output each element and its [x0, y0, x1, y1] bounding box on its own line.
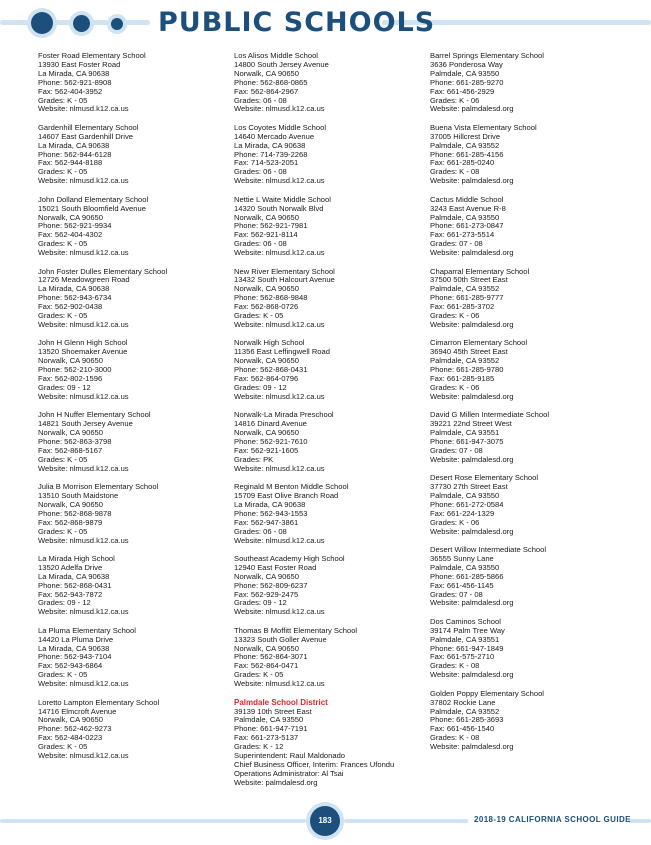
district-name: Palmdale School District [234, 697, 328, 707]
school-detail: Grades: K - 05 [234, 311, 284, 321]
district-entry [234, 699, 424, 788]
school-detail: Norwalk, CA 90650 [234, 571, 300, 581]
school-entry [430, 474, 620, 536]
school-detail: Website: palmdalesd.org [430, 248, 514, 258]
school-detail: Fax: 661-285-3702 [430, 302, 495, 312]
school-detail: Website: nlmusd.k12.ca.us [234, 679, 325, 689]
school-detail: 14607 East Gardenhill Drive [38, 131, 133, 141]
school-name: Desert Rose Elementary School [430, 473, 539, 483]
school-detail: Phone: 562-809-6237 [234, 580, 308, 590]
school-entry [430, 196, 620, 258]
school-detail: Fax: 714-523-2051 [234, 158, 299, 168]
school-detail: Phone: 562-864-3071 [234, 652, 308, 662]
school-detail: Phone: 562-868-9848 [234, 293, 308, 303]
school-detail: 13520 Shoemaker Avenue [38, 347, 128, 357]
school-name: Chaparral Elementary School [430, 266, 530, 276]
school-detail: Grades: 06 - 08 [234, 95, 287, 105]
school-name: Foster Road Elementary School [38, 51, 146, 60]
school-detail: Fax: 562-943-6864 [38, 661, 103, 671]
school-detail: Website: nlmusd.k12.ca.us [38, 463, 129, 473]
school-detail: 37500 50th Street East [430, 275, 508, 285]
school-detail: Palmdale, CA 93550 [430, 562, 500, 572]
school-detail: Phone: 562-462-9273 [38, 724, 112, 734]
school-detail: Fax: 661-456-1145 [430, 580, 494, 590]
school-detail: 3636 Ponderosa Way [430, 59, 503, 69]
school-detail: La Mirada, CA 90638 [38, 140, 110, 150]
school-detail: Phone: 661-285-9780 [430, 365, 504, 375]
school-detail: Fax: 562-902-0438 [38, 302, 103, 312]
school-detail: Fax: 562-404-4302 [38, 230, 103, 240]
school-detail: Website: nlmusd.k12.ca.us [38, 751, 129, 761]
school-detail: Palmdale, CA 93550 [430, 490, 500, 500]
school-detail: Norwalk, CA 90650 [234, 356, 300, 366]
district-detail: Palmdale, CA 93550 [234, 715, 304, 725]
school-detail: Palmdale, CA 93552 [430, 140, 500, 150]
school-detail: Grades: K - 08 [430, 733, 480, 743]
school-detail: 3243 East Avenue R-8 [430, 203, 506, 213]
school-detail: Palmdale, CA 93550 [430, 68, 500, 78]
school-entry [38, 268, 228, 330]
listing-column-1 [38, 52, 228, 770]
school-detail: 36555 Sunny Lane [430, 553, 494, 563]
school-entry [38, 124, 228, 186]
school-detail: Fax: 562-921-8114 [234, 230, 298, 240]
school-detail: 36940 45th Street East [430, 347, 508, 357]
school-detail: Grades: 07 - 08 [430, 239, 483, 249]
school-detail: Grades: K - 05 [38, 526, 88, 536]
school-detail: Fax: 661-285-9185 [430, 374, 495, 383]
school-detail: Norwalk, CA 90650 [38, 499, 104, 509]
school-detail: Grades: 07 - 08 [430, 589, 483, 599]
school-detail: La Mirada, CA 90638 [38, 68, 110, 78]
school-name: Cimarron Elementary School [430, 338, 528, 348]
school-detail: Fax: 661-456-2929 [430, 86, 495, 96]
school-entry [38, 52, 228, 114]
school-detail: Grades: K - 05 [38, 95, 88, 105]
school-detail: Fax: 661-575-2710 [430, 652, 495, 662]
school-detail: Website: palmdalesd.org [430, 176, 514, 186]
page-number: 183 [310, 806, 340, 836]
school-name: Dos Caminos School [430, 616, 501, 626]
school-name: Norwalk High School [234, 338, 305, 348]
school-detail: Grades: K - 05 [38, 742, 88, 752]
school-name: Cactus Middle School [430, 194, 504, 204]
school-detail: Website: palmdalesd.org [430, 319, 514, 329]
school-detail: Website: nlmusd.k12.ca.us [38, 607, 129, 617]
school-detail: Phone: 562-921-9934 [38, 221, 112, 231]
school-detail: Fax: 562-868-0726 [234, 302, 299, 312]
school-detail: Website: nlmusd.k12.ca.us [234, 535, 325, 545]
school-entry [38, 555, 228, 617]
school-detail: Phone: 562-943-6734 [38, 293, 112, 303]
school-detail: Fax: 562-864-2967 [234, 86, 299, 96]
school-detail: Norwalk, CA 90650 [234, 212, 300, 222]
school-detail: 13432 South Halcourt Avenue [234, 275, 335, 285]
school-detail: La Mirada, CA 90638 [234, 140, 306, 150]
school-detail: Phone: 661-272-0584 [430, 499, 504, 509]
school-detail: Grades: K - 05 [38, 167, 88, 177]
school-detail: Website: nlmusd.k12.ca.us [38, 679, 129, 689]
school-detail: Phone: 661-285-5866 [430, 571, 504, 581]
district-detail: Phone: 661-947-7191 [234, 724, 308, 734]
school-name: Golden Poppy Elementary School [430, 688, 544, 698]
school-detail: 13323 South Goller Avenue [234, 634, 327, 644]
school-detail: Fax: 562-802-1596 [38, 374, 103, 383]
school-detail: Website: nlmusd.k12.ca.us [234, 319, 325, 329]
school-entry [38, 699, 228, 761]
school-detail: 12940 East Foster Road [234, 562, 317, 572]
school-detail: Phone: 562-944-6128 [38, 149, 112, 159]
school-detail: 14716 Elmcroft Avenue [38, 706, 117, 716]
school-entry [430, 411, 620, 464]
school-detail: Website: palmdalesd.org [430, 391, 514, 401]
school-entry [234, 268, 424, 330]
footer-rule-right [344, 819, 468, 823]
school-detail: Fax: 562-921-1605 [234, 445, 299, 455]
school-detail: 39221 22nd Street West [430, 419, 512, 429]
school-detail: Fax: 661-273-5514 [430, 230, 495, 240]
school-detail: Grades: K - 08 [430, 167, 480, 177]
school-detail: Phone: 661-285-9270 [430, 77, 504, 87]
school-detail: Norwalk, CA 90650 [38, 212, 104, 222]
school-detail: Fax: 562-929-2475 [234, 589, 299, 599]
school-name: John Foster Dulles Elementary School [38, 266, 168, 276]
school-detail: 37802 Rockie Lane [430, 697, 496, 707]
school-name: John H Glenn High School [38, 338, 128, 348]
school-detail: La Mirada, CA 90638 [38, 643, 110, 653]
school-detail: Website: nlmusd.k12.ca.us [234, 391, 325, 401]
school-detail: Palmdale, CA 93552 [430, 706, 500, 716]
school-detail: Fax: 562-484-0223 [38, 733, 103, 743]
district-detail: Superintendent: Raul Maldonado [234, 751, 346, 761]
school-detail: Phone: 562-868-0431 [38, 580, 112, 590]
school-entry [430, 339, 620, 401]
district-detail: Chief Business Officer, Interim: Frances Ufondu [234, 759, 395, 769]
school-detail: Grades: K - 08 [430, 661, 480, 671]
school-detail: Phone: 714-739-2268 [234, 149, 308, 159]
school-name: John H Nuffer Elementary School [38, 410, 151, 420]
school-name: Gardenhill Elementary School [38, 122, 139, 132]
school-detail: 14821 South Jersey Avenue [38, 419, 133, 429]
school-name: Norwalk-La Mirada Preschool [234, 410, 334, 420]
school-detail: Grades: 07 - 08 [430, 445, 483, 455]
school-detail: Norwalk, CA 90650 [234, 68, 300, 78]
school-entry [430, 52, 620, 114]
school-name: New River Elementary School [234, 266, 335, 276]
school-entry [234, 411, 424, 473]
header-dot-large [31, 12, 53, 34]
school-detail: Website: nlmusd.k12.ca.us [38, 104, 129, 114]
school-detail: Phone: 562-943-1553 [234, 508, 308, 518]
school-detail: Norwalk, CA 90650 [234, 643, 300, 653]
school-detail: Phone: 661-285-3693 [430, 715, 504, 725]
school-detail: Palmdale, CA 93550 [430, 212, 500, 222]
school-detail: Phone: 661-285-4156 [430, 149, 504, 159]
school-entry [430, 690, 620, 752]
school-detail: Norwalk, CA 90650 [38, 356, 104, 366]
school-detail: Grades: K - 05 [234, 670, 284, 680]
school-entry [234, 52, 424, 114]
school-detail: Phone: 562-943-7104 [38, 652, 112, 662]
school-entry [234, 339, 424, 401]
school-detail: Phone: 562-921-7610 [234, 436, 308, 446]
school-detail: Grades: K - 05 [38, 311, 88, 321]
guide-title: 2018-19 CALIFORNIA SCHOOL GUIDE [474, 815, 631, 824]
school-detail: 37730 27th Street East [430, 482, 508, 492]
school-entry [234, 124, 424, 186]
school-detail: Norwalk, CA 90650 [234, 284, 300, 294]
school-entry [38, 483, 228, 545]
school-detail: Fax: 562-404-3952 [38, 86, 103, 96]
school-detail: Grades: K - 06 [430, 382, 480, 392]
school-detail: Phone: 661-273-0847 [430, 221, 504, 231]
school-detail: Palmdale, CA 93552 [430, 356, 500, 366]
school-detail: Fax: 661-285-0240 [430, 158, 495, 168]
district-detail: Website: palmdalesd.org [234, 777, 318, 787]
school-detail: Fax: 562-868-5167 [38, 445, 103, 455]
school-detail: Website: palmdalesd.org [430, 454, 514, 464]
school-detail: Fax: 562-944-8188 [38, 158, 103, 168]
school-detail: Norwalk, CA 90650 [38, 428, 104, 438]
school-entry [430, 268, 620, 330]
school-detail: 15709 East Olive Branch Road [234, 490, 339, 500]
school-entry [38, 411, 228, 473]
school-detail: Grades: PK [234, 454, 274, 464]
school-detail: Grades: 06 - 08 [234, 239, 287, 249]
school-detail: Phone: 562-868-0431 [234, 365, 308, 375]
school-detail: Norwalk, CA 90650 [38, 715, 104, 725]
school-detail: Palmdale, CA 93551 [430, 634, 500, 644]
school-entry [430, 546, 620, 608]
school-entry [38, 196, 228, 258]
school-detail: Phone: 661-285-9777 [430, 293, 504, 303]
school-entry [234, 196, 424, 258]
header-dot-small [111, 18, 123, 30]
district-detail: Fax: 661-273-5137 [234, 733, 299, 743]
school-detail: 14640 Mercado Avenue [234, 131, 315, 141]
school-detail: La Mirada, CA 90638 [38, 284, 110, 294]
school-detail: Grades: 09 - 12 [234, 382, 287, 392]
school-detail: Website: nlmusd.k12.ca.us [38, 176, 129, 186]
school-detail: Website: palmdalesd.org [430, 598, 514, 608]
school-entry [234, 627, 424, 689]
school-detail: Phone: 661-947-3075 [430, 436, 504, 446]
listing-column-2 [234, 52, 424, 797]
school-detail: Norwalk, CA 90650 [234, 428, 300, 438]
school-detail: Website: nlmusd.k12.ca.us [234, 248, 325, 258]
school-detail: Phone: 562-868-9878 [38, 508, 112, 518]
school-entry [38, 627, 228, 689]
school-detail: Fax: 562-868-9879 [38, 517, 103, 527]
school-detail: 13520 Adelfa Drive [38, 562, 103, 572]
school-name: La Pluma Elementary School [38, 625, 136, 635]
school-detail: Grades: K - 05 [38, 454, 88, 464]
school-name: Barrel Springs Elementary School [430, 51, 544, 60]
school-name: Los Alisos Middle School [234, 51, 318, 60]
school-detail: Fax: 562-864-0471 [234, 661, 299, 671]
school-name: Los Coyotes Middle School [234, 122, 327, 132]
school-detail: Phone: 562-921-8908 [38, 77, 112, 87]
school-detail: Grades: K - 06 [430, 95, 480, 105]
school-detail: 11356 East Leffingwell Road [234, 347, 330, 357]
school-detail: 12726 Meadowgreen Road [38, 275, 130, 285]
school-name: La Mirada High School [38, 553, 115, 563]
school-entry [430, 618, 620, 680]
school-detail: Website: nlmusd.k12.ca.us [38, 319, 129, 329]
school-detail: Grades: K - 05 [38, 670, 88, 680]
school-name: John Dolland Elementary School [38, 194, 149, 204]
school-detail: 14816 Dinard Avenue [234, 419, 307, 429]
district-detail: Operations Administrator: Al Tsai [234, 768, 344, 778]
school-detail: 37005 Hillcrest Drive [430, 131, 501, 141]
school-detail: Fax: 562-947-3861 [234, 517, 299, 527]
school-detail: Phone: 562-863-3798 [38, 436, 112, 446]
school-detail: Website: palmdalesd.org [430, 742, 514, 752]
school-detail: Fax: 562-943-7872 [38, 589, 103, 599]
school-name: Nettie L Waite Middle School [234, 194, 331, 204]
school-detail: Grades: 06 - 08 [234, 167, 287, 177]
school-name: Thomas B Moffitt Elementary School [234, 625, 358, 635]
school-detail: Grades: 09 - 12 [38, 382, 91, 392]
school-detail: Website: nlmusd.k12.ca.us [234, 176, 325, 186]
district-detail: Grades: K - 12 [234, 742, 284, 752]
school-detail: Website: nlmusd.k12.ca.us [38, 248, 129, 258]
school-detail: 13510 South Maidstone [38, 490, 119, 500]
school-detail: La Mirada, CA 90638 [234, 499, 306, 509]
school-detail: 14420 La Pluma Drive [38, 634, 114, 644]
school-detail: Phone: 562-921-7981 [234, 221, 308, 231]
school-detail: Website: nlmusd.k12.ca.us [234, 607, 325, 617]
school-detail: 13930 East Foster Road [38, 59, 121, 69]
school-entry [430, 124, 620, 186]
school-name: Loretto Lampton Elementary School [38, 697, 160, 707]
school-detail: Fax: 661-456-1540 [430, 724, 495, 734]
school-name: Julia B Morrison Elementary School [38, 482, 159, 492]
school-detail: Website: palmdalesd.org [430, 104, 514, 114]
school-detail: La Mirada, CA 90638 [38, 571, 110, 581]
school-detail: Grades: K - 05 [38, 239, 88, 249]
school-entry [234, 483, 424, 545]
school-detail: Phone: 562-210-3000 [38, 365, 112, 375]
school-detail: Grades: 06 - 08 [234, 526, 287, 536]
school-detail: Palmdale, CA 93552 [430, 284, 500, 294]
school-detail: Website: nlmusd.k12.ca.us [38, 391, 129, 401]
school-name: Southeast Academy High School [234, 553, 345, 563]
school-detail: Fax: 562-864-0796 [234, 374, 299, 383]
school-detail: 39174 Palm Tree Way [430, 625, 505, 635]
school-detail: Grades: 09 - 12 [38, 598, 91, 608]
school-detail: Palmdale, CA 93551 [430, 428, 500, 438]
school-detail: Fax: 661-224-1329 [430, 508, 495, 518]
school-detail: Grades: 09 - 12 [234, 598, 287, 608]
school-detail: Website: nlmusd.k12.ca.us [38, 535, 129, 545]
school-detail: Phone: 562-868-0865 [234, 77, 308, 87]
school-detail: 14800 South Jersey Avenue [234, 59, 329, 69]
school-detail: Grades: K - 06 [430, 517, 480, 527]
school-detail: 15021 South Bloomfield Avenue [38, 203, 146, 213]
school-entry [234, 555, 424, 617]
school-detail: Website: palmdalesd.org [430, 526, 514, 536]
district-detail: 39139 10th Street East [234, 706, 312, 716]
school-detail: Grades: K - 06 [430, 311, 480, 321]
school-detail: Website: palmdalesd.org [430, 670, 514, 680]
school-name: Desert Willow Intermediate School [430, 545, 547, 554]
school-name: Reginald M Benton Middle School [234, 482, 349, 492]
school-detail: 14320 South Norwalk Blvd [234, 203, 324, 213]
footer-rule-end [628, 819, 651, 823]
school-name: Buena Vista Elementary School [430, 122, 537, 132]
school-name: David G Millen Intermediate School [430, 410, 550, 420]
listing-column-3 [430, 52, 620, 762]
footer-rule-left [0, 819, 306, 823]
school-detail: Website: nlmusd.k12.ca.us [234, 463, 325, 473]
header-dot-medium [73, 15, 90, 32]
school-detail: Phone: 661-947-1849 [430, 643, 504, 653]
page-title: PUBLIC SCHOOLS [158, 7, 436, 38]
school-detail: Website: nlmusd.k12.ca.us [234, 104, 325, 114]
school-entry [38, 339, 228, 401]
